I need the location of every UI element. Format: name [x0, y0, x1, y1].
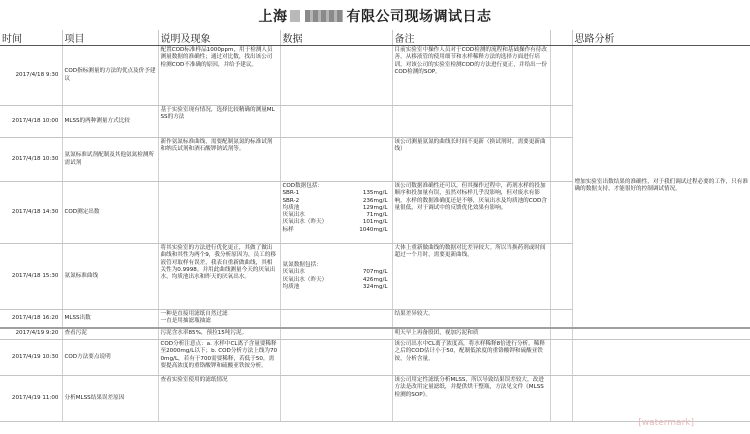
data-line-name: 厌氧出水（昨天） — [282, 276, 328, 283]
header-time: 时间 — [0, 30, 62, 46]
cell-time: 2017/4/18 10:00 — [0, 106, 62, 138]
cell-data — [280, 244, 392, 310]
table-row — [0, 376, 750, 422]
cell-note: 该公司出水中CL离子浓度高，将水样稀释8倍进行分析。稀释之后的COD估计小于50，配制低浓度的重铬酸钾和硫酸亚铁铵，分析含量。 — [392, 340, 550, 376]
data-line-value: 707mg/L — [362, 269, 388, 276]
cell-gap — [550, 244, 572, 310]
page-title — [0, 6, 750, 28]
cell-gap — [550, 138, 572, 182]
table-row — [0, 328, 750, 340]
header-note: 备注 — [392, 30, 550, 46]
cell-desc: COD分析注意点：a. 水样中CL离子含量要稀释至2000mg/L以下；b. COD分析方法上线为700mg/L，若有于700需要稀释，若低于50，需要提高浓度的重铬酸钾和硫酸亚铁铵分析。 — [158, 340, 280, 376]
data-label: COD数据包括： — [282, 183, 324, 189]
data-line-value: 129mg/L — [362, 204, 388, 211]
data-line — [283, 269, 390, 276]
cell-gap — [550, 376, 572, 422]
title-suffix: 有限公司现场调试日志 — [346, 9, 492, 25]
data-line-value: 101mg/L — [362, 219, 388, 226]
cell-time: 2017/4/19 11:00 — [0, 376, 62, 422]
cell-item: MLSS出数 — [62, 310, 158, 328]
cell-note: 结果差异较大。 — [392, 310, 550, 328]
cell-analysis-empty — [572, 328, 750, 340]
cell-item: COD方法要点说明 — [62, 340, 158, 376]
cell-gap — [550, 46, 572, 106]
cell-item: MLSS的两种测量方式比较 — [62, 106, 158, 138]
data-label: 氨氮数据包括： — [282, 261, 322, 268]
cell-data — [280, 328, 392, 340]
cell-note: 该公司用定性滤纸分析MLSS，所以导致结果误差较大，改进方法是改用定量滤纸，并提供烘干整瓶，方法见文件《MLSS检测的SOP》。 — [392, 376, 550, 422]
data-line-name: 标样 — [282, 226, 294, 233]
data-line — [283, 219, 390, 226]
cell-time: 2017/4/18 10:30 — [0, 138, 62, 182]
header-desc: 说明及现象 — [158, 30, 280, 46]
cell-item: 氨氮标准试剂配制及其他氨氮检测所需试剂 — [62, 138, 158, 182]
cell-gap — [550, 340, 572, 376]
cell-item: 分析MLSS结果误差原因 — [62, 376, 158, 422]
cell-desc: 污泥含水率85%，预拉15吨污泥。 — [158, 328, 280, 340]
cell-note: 明天早上再备股团，视加污泥和质 — [392, 328, 550, 340]
cell-note — [392, 106, 550, 138]
cell-note: 该公司测量氨氮的曲线长时间不更新（换试剂时，需要更新曲线） — [392, 138, 550, 182]
cell-desc: 将其实验室的方法进行优化更正，其做了做出曲线和其性为两个9，我分析原因为，员工的移液管对取样有误差，我表自重新做曲线，其相关性为0.9998。并用此曲线测量今天的厌氧出水，均质池出水和昨天的厌氧出水。 — [158, 244, 280, 310]
log-table — [0, 30, 750, 422]
table-row — [0, 340, 750, 376]
data-line-value: 426mg/L — [362, 276, 388, 283]
cell-time: 2017/4/18 14:30 — [0, 182, 62, 244]
cell-data — [280, 138, 392, 182]
data-line-value: 135mg/L — [362, 190, 388, 197]
cell-time: 2017/4/19 9:20 — [0, 328, 62, 340]
cell-data — [280, 182, 392, 244]
cell-time: 2017/4/18 9:30 — [0, 46, 62, 106]
cell-data — [280, 310, 392, 328]
cell-item: COD指标测量的方法的优点及价予建议 — [62, 46, 158, 106]
cell-item: COD测定出数 — [62, 182, 158, 244]
cell-desc: 配置COD标准样品1000ppm，用于检测人员测量数据的准确性；通过对比数，找出该公司检测COD不准确的原因，并给予建议。 — [158, 46, 280, 106]
cell-analysis: 增加实验室出数结果的准确性，对于我们调试过程必要的工作，只有准确的数据支持，才能很好的控制调试情况。 — [572, 46, 750, 328]
data-line-value: 236mg/L — [362, 197, 388, 204]
cell-desc: 一种是直接用滤纸自然过滤 一直是用抽滤瓶抽滤 — [158, 310, 280, 328]
cell-gap — [550, 182, 572, 244]
data-line — [283, 190, 390, 197]
cell-gap — [550, 106, 572, 138]
cell-desc: 新作氨氮标准曲线，需要配制氨氮的标准试剂和纳氏试剂和酒石酸钾钠试剂等。 — [158, 138, 280, 182]
data-line-name: 均质池 — [282, 283, 300, 290]
data-line-value: 324mg/L — [362, 283, 388, 290]
cell-data — [280, 106, 392, 138]
data-line-name: 厌氧出水 — [282, 212, 305, 219]
data-line-name: 厌氧出水（昨天） — [282, 219, 328, 226]
data-line — [283, 205, 390, 212]
cell-desc — [158, 182, 280, 244]
data-line-name: 均质池 — [282, 204, 300, 211]
cell-desc: 基于实验室现有情况，选择比较精确的测量MLSS的方法 — [158, 106, 280, 138]
header-item: 项目 — [62, 30, 158, 46]
cell-gap — [550, 328, 572, 340]
table-row — [0, 46, 750, 106]
header-data: 数据 — [280, 30, 392, 46]
cell-time: 2017/4/18 15:30 — [0, 244, 62, 310]
cell-data — [280, 376, 392, 422]
data-line-name: 厌氧出水 — [282, 269, 305, 276]
title-prefix: 上海 — [258, 9, 288, 25]
data-line — [283, 227, 390, 234]
cell-gap — [550, 310, 572, 328]
cell-analysis-empty — [572, 376, 750, 422]
data-line — [283, 277, 390, 284]
data-line-value: 1040mg/L — [359, 226, 388, 233]
watermark: [watermark] — [638, 418, 694, 428]
header-analysis: 思路分析 — [572, 30, 750, 46]
cell-note: 大体上重新做曲线的数据对比差异较大。所以当换药剂或时间超过一个月时，需要更新曲线。 — [392, 244, 550, 310]
cell-analysis-empty — [572, 340, 750, 376]
data-line-value: 71mg/L — [366, 212, 388, 219]
redacted-mark — [290, 10, 300, 22]
header-row — [0, 30, 750, 46]
cell-note: 该公司数据准确性还可以，但其操作过程中，药剂水样的投加顺序和投加量有误，虽然对标样几乎没影响，但对废水有影响，水样的数据准确度还是不够，厌氧出水及均质池的COD含量很低，对于调试中的反馈优化效果有影响。 — [392, 182, 550, 244]
cell-time: 2017/4/19 10:30 — [0, 340, 62, 376]
cell-desc: 查看实验室使用的滤纸情况 — [158, 376, 280, 422]
header-gap — [550, 30, 572, 46]
cell-note: 目前实验室中操作人员对于COD检测的流程和基础操作有待改善，从移液管的使用细节和水样稀释方法的选择方面进行培训，对该公司的实验室检测COD的方法进行更正，并给出一份COD检测的SOP。 — [392, 46, 550, 106]
cell-data — [280, 340, 392, 376]
cell-time: 2017/4/18 16:20 — [0, 310, 62, 328]
data-line-name: SBR-2 — [282, 197, 300, 204]
redacted-company-name — [305, 10, 343, 22]
log-table-container — [0, 30, 750, 434]
cell-data — [280, 46, 392, 106]
cell-item: 查看污泥 — [62, 328, 158, 340]
data-line — [283, 198, 390, 205]
cell-item: 氨氮标准曲线 — [62, 244, 158, 310]
data-line — [283, 284, 390, 291]
data-line-name: SBR-1 — [282, 190, 300, 197]
